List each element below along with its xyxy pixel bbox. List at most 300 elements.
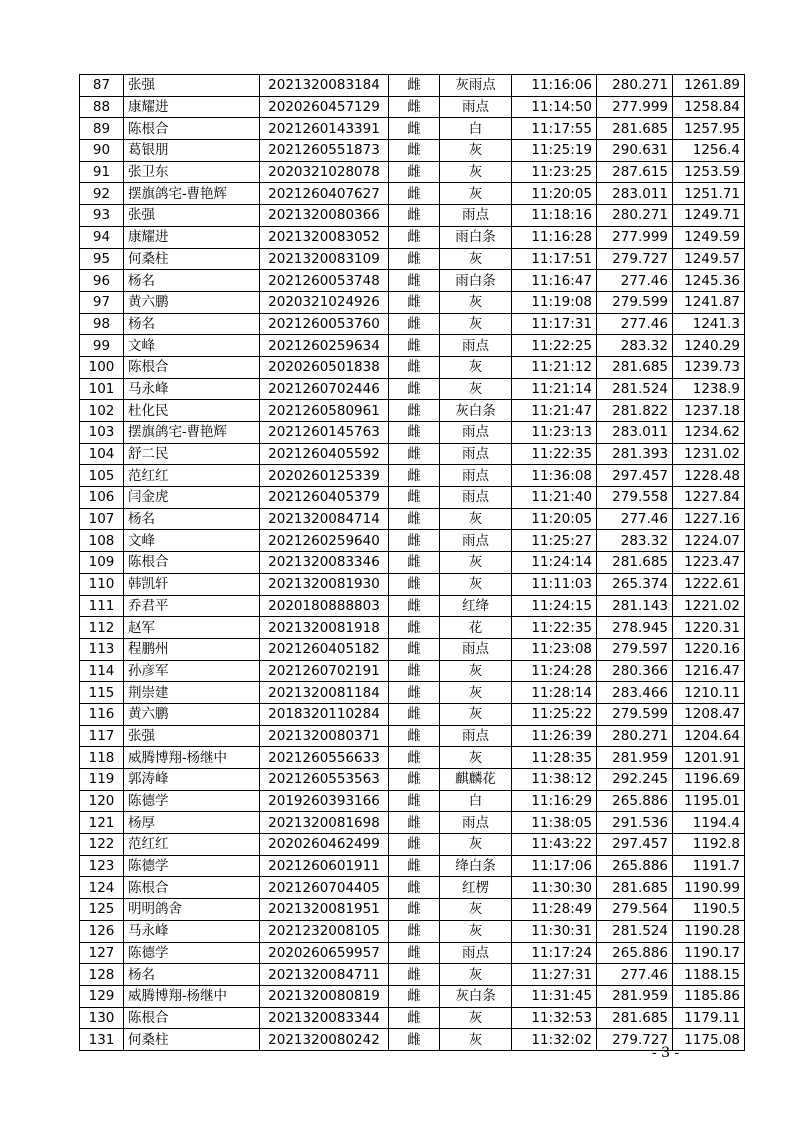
sex-cell: 雌 — [389, 1007, 440, 1029]
sex-cell: 雌 — [389, 812, 440, 834]
speed-cell: 1253.59 — [673, 161, 745, 183]
arrival-time-cell: 11:36:08 — [512, 465, 597, 487]
feather-color-cell: 雨点 — [440, 335, 512, 357]
feather-color-cell: 灰 — [440, 899, 512, 921]
sex-cell: 雌 — [389, 964, 440, 986]
arrival-time-cell: 11:18:16 — [512, 205, 597, 227]
sex-cell: 雌 — [389, 270, 440, 292]
ring-number-cell: 2021320083344 — [260, 1007, 389, 1029]
rank-cell: 128 — [80, 964, 124, 986]
feather-color-cell: 灰 — [440, 920, 512, 942]
sex-cell: 雌 — [389, 985, 440, 1007]
distance-cell: 278.945 — [597, 617, 673, 639]
owner-name-cell: 张强 — [124, 725, 260, 747]
distance-cell: 280.366 — [597, 660, 673, 682]
ring-number-cell: 2021260259634 — [260, 335, 389, 357]
distance-cell: 265.374 — [597, 573, 673, 595]
ring-number-cell: 2021260053760 — [260, 313, 389, 335]
sex-cell: 雌 — [389, 335, 440, 357]
distance-cell: 277.999 — [597, 96, 673, 118]
owner-name-cell: 康耀进 — [124, 96, 260, 118]
table-row — [80, 638, 745, 660]
rank-cell: 107 — [80, 508, 124, 530]
arrival-time-cell: 11:16:47 — [512, 270, 597, 292]
speed-cell: 1256.4 — [673, 140, 745, 162]
table-row — [80, 248, 745, 270]
table-row — [80, 356, 745, 378]
table-row — [80, 183, 745, 205]
rank-cell: 100 — [80, 356, 124, 378]
sex-cell: 雌 — [389, 443, 440, 465]
owner-name-cell: 康耀进 — [124, 226, 260, 248]
owner-name-cell: 韩凯轩 — [124, 573, 260, 595]
ring-number-cell: 2021260259640 — [260, 530, 389, 552]
feather-color-cell: 绛白条 — [440, 855, 512, 877]
distance-cell: 277.46 — [597, 313, 673, 335]
rank-cell: 95 — [80, 248, 124, 270]
owner-name-cell: 张强 — [124, 75, 260, 97]
rank-cell: 101 — [80, 378, 124, 400]
sex-cell: 雌 — [389, 465, 440, 487]
table-row — [80, 443, 745, 465]
feather-color-cell: 灰 — [440, 660, 512, 682]
page-number: - 3 - — [652, 1045, 680, 1061]
owner-name-cell: 葛银朋 — [124, 140, 260, 162]
rank-cell: 93 — [80, 205, 124, 227]
distance-cell: 281.685 — [597, 356, 673, 378]
feather-color-cell: 雨点 — [440, 465, 512, 487]
feather-color-cell: 灰 — [440, 682, 512, 704]
arrival-time-cell: 11:17:55 — [512, 118, 597, 140]
ring-number-cell: 2020260125339 — [260, 465, 389, 487]
sex-cell: 雌 — [389, 400, 440, 422]
feather-color-cell: 雨点 — [440, 422, 512, 444]
distance-cell: 281.685 — [597, 1007, 673, 1029]
sex-cell: 雌 — [389, 378, 440, 400]
rank-cell: 91 — [80, 161, 124, 183]
owner-name-cell: 威腾博翔-杨继中 — [124, 747, 260, 769]
distance-cell: 281.393 — [597, 443, 673, 465]
sex-cell: 雌 — [389, 855, 440, 877]
rank-cell: 131 — [80, 1029, 124, 1051]
sex-cell: 雌 — [389, 725, 440, 747]
owner-name-cell: 程鹏州 — [124, 638, 260, 660]
distance-cell: 279.597 — [597, 638, 673, 660]
arrival-time-cell: 11:20:05 — [512, 183, 597, 205]
arrival-time-cell: 11:27:31 — [512, 964, 597, 986]
arrival-time-cell: 11:32:53 — [512, 1007, 597, 1029]
ring-number-cell: 2021320080242 — [260, 1029, 389, 1051]
sex-cell: 雌 — [389, 205, 440, 227]
distance-cell: 277.46 — [597, 508, 673, 530]
owner-name-cell: 陈根合 — [124, 877, 260, 899]
table-row — [80, 313, 745, 335]
distance-cell: 290.631 — [597, 140, 673, 162]
feather-color-cell: 灰 — [440, 573, 512, 595]
owner-name-cell: 威腾博翔-杨继中 — [124, 985, 260, 1007]
table-row — [80, 378, 745, 400]
table-row — [80, 465, 745, 487]
owner-name-cell: 摆旗鸽宅-曹艳辉 — [124, 183, 260, 205]
owner-name-cell: 何桑柱 — [124, 248, 260, 270]
ring-number-cell: 2021320081918 — [260, 617, 389, 639]
feather-color-cell: 雨点 — [440, 487, 512, 509]
owner-name-cell: 赵军 — [124, 617, 260, 639]
arrival-time-cell: 11:20:05 — [512, 508, 597, 530]
rank-cell: 109 — [80, 552, 124, 574]
feather-color-cell: 灰 — [440, 161, 512, 183]
table-row — [80, 140, 745, 162]
sex-cell: 雌 — [389, 703, 440, 725]
speed-cell: 1257.95 — [673, 118, 745, 140]
distance-cell: 283.32 — [597, 530, 673, 552]
rank-cell: 87 — [80, 75, 124, 97]
feather-color-cell: 红绛 — [440, 595, 512, 617]
ring-number-cell: 2021232008105 — [260, 920, 389, 942]
sex-cell: 雌 — [389, 161, 440, 183]
ring-number-cell: 2021260702191 — [260, 660, 389, 682]
arrival-time-cell: 11:32:02 — [512, 1029, 597, 1051]
sex-cell: 雌 — [389, 899, 440, 921]
speed-cell: 1196.69 — [673, 769, 745, 791]
rank-cell: 117 — [80, 725, 124, 747]
ring-number-cell: 2021260601911 — [260, 855, 389, 877]
arrival-time-cell: 11:28:35 — [512, 747, 597, 769]
feather-color-cell: 灰 — [440, 140, 512, 162]
distance-cell: 265.886 — [597, 855, 673, 877]
owner-name-cell: 杨名 — [124, 313, 260, 335]
rank-cell: 88 — [80, 96, 124, 118]
rank-cell: 113 — [80, 638, 124, 660]
distance-cell: 281.685 — [597, 877, 673, 899]
owner-name-cell: 陈根合 — [124, 552, 260, 574]
ring-number-cell: 2021320081698 — [260, 812, 389, 834]
arrival-time-cell: 11:30:31 — [512, 920, 597, 942]
speed-cell: 1240.29 — [673, 335, 745, 357]
ring-number-cell: 2020260501838 — [260, 356, 389, 378]
sex-cell: 雌 — [389, 638, 440, 660]
table-row — [80, 205, 745, 227]
speed-cell: 1220.16 — [673, 638, 745, 660]
feather-color-cell: 灰 — [440, 508, 512, 530]
speed-cell: 1238.9 — [673, 378, 745, 400]
distance-cell: 283.466 — [597, 682, 673, 704]
table-row — [80, 270, 745, 292]
table-row — [80, 812, 745, 834]
feather-color-cell: 雨点 — [440, 443, 512, 465]
owner-name-cell: 范红红 — [124, 834, 260, 856]
speed-cell: 1194.4 — [673, 812, 745, 834]
speed-cell: 1188.15 — [673, 964, 745, 986]
table-row — [80, 964, 745, 986]
rank-cell: 110 — [80, 573, 124, 595]
speed-cell: 1239.73 — [673, 356, 745, 378]
sex-cell: 雌 — [389, 422, 440, 444]
feather-color-cell: 灰 — [440, 183, 512, 205]
table-row — [80, 920, 745, 942]
feather-color-cell: 灰 — [440, 552, 512, 574]
arrival-time-cell: 11:28:49 — [512, 899, 597, 921]
table-row — [80, 769, 745, 791]
results-body — [80, 75, 745, 1051]
table-row — [80, 617, 745, 639]
speed-cell: 1185.86 — [673, 985, 745, 1007]
owner-name-cell: 陈根合 — [124, 118, 260, 140]
table-row — [80, 877, 745, 899]
table-row — [80, 508, 745, 530]
ring-number-cell: 2018320110284 — [260, 703, 389, 725]
ring-number-cell: 2020260457129 — [260, 96, 389, 118]
sex-cell: 雌 — [389, 183, 440, 205]
speed-cell: 1245.36 — [673, 270, 745, 292]
distance-cell: 279.564 — [597, 899, 673, 921]
feather-color-cell: 花 — [440, 617, 512, 639]
rank-cell: 127 — [80, 942, 124, 964]
rank-cell: 119 — [80, 769, 124, 791]
rank-cell: 104 — [80, 443, 124, 465]
speed-cell: 1227.16 — [673, 508, 745, 530]
owner-name-cell: 明明鸽舍 — [124, 899, 260, 921]
ring-number-cell: 2021320080366 — [260, 205, 389, 227]
feather-color-cell: 白 — [440, 118, 512, 140]
distance-cell: 279.599 — [597, 291, 673, 313]
sex-cell: 雌 — [389, 747, 440, 769]
ring-number-cell: 2021320080371 — [260, 725, 389, 747]
arrival-time-cell: 11:31:45 — [512, 985, 597, 1007]
table-row — [80, 530, 745, 552]
speed-cell: 1261.89 — [673, 75, 745, 97]
sex-cell: 雌 — [389, 118, 440, 140]
feather-color-cell: 麒麟花 — [440, 769, 512, 791]
table-row — [80, 682, 745, 704]
table-row — [80, 400, 745, 422]
rank-cell: 108 — [80, 530, 124, 552]
rank-cell: 106 — [80, 487, 124, 509]
distance-cell: 283.011 — [597, 422, 673, 444]
sex-cell: 雌 — [389, 617, 440, 639]
owner-name-cell: 杨名 — [124, 270, 260, 292]
feather-color-cell: 雨白条 — [440, 270, 512, 292]
speed-cell: 1191.7 — [673, 855, 745, 877]
distance-cell: 287.615 — [597, 161, 673, 183]
ring-number-cell: 2021320084714 — [260, 508, 389, 530]
rank-cell: 116 — [80, 703, 124, 725]
owner-name-cell: 孙彦军 — [124, 660, 260, 682]
sex-cell: 雌 — [389, 75, 440, 97]
speed-cell: 1249.59 — [673, 226, 745, 248]
table-row — [80, 75, 745, 97]
arrival-time-cell: 11:17:24 — [512, 942, 597, 964]
sex-cell: 雌 — [389, 834, 440, 856]
table-row — [80, 660, 745, 682]
table-row — [80, 703, 745, 725]
ring-number-cell: 2021320084711 — [260, 964, 389, 986]
feather-color-cell: 雨点 — [440, 530, 512, 552]
feather-color-cell: 白 — [440, 790, 512, 812]
rank-cell: 99 — [80, 335, 124, 357]
table-row — [80, 96, 745, 118]
sex-cell: 雌 — [389, 1029, 440, 1051]
table-row — [80, 725, 745, 747]
ring-number-cell: 2021260405592 — [260, 443, 389, 465]
speed-cell: 1251.71 — [673, 183, 745, 205]
rank-cell: 115 — [80, 682, 124, 704]
rank-cell: 97 — [80, 291, 124, 313]
ring-number-cell: 2020260462499 — [260, 834, 389, 856]
feather-color-cell: 雨点 — [440, 205, 512, 227]
arrival-time-cell: 11:43:22 — [512, 834, 597, 856]
feather-color-cell: 灰 — [440, 703, 512, 725]
speed-cell: 1258.84 — [673, 96, 745, 118]
feather-color-cell: 雨白条 — [440, 226, 512, 248]
sex-cell: 雌 — [389, 487, 440, 509]
table-row — [80, 118, 745, 140]
arrival-time-cell: 11:17:31 — [512, 313, 597, 335]
ring-number-cell: 2021260551873 — [260, 140, 389, 162]
speed-cell: 1231.02 — [673, 443, 745, 465]
rank-cell: 112 — [80, 617, 124, 639]
owner-name-cell: 闫金虎 — [124, 487, 260, 509]
ring-number-cell: 2021320083052 — [260, 226, 389, 248]
owner-name-cell: 舒二民 — [124, 443, 260, 465]
speed-cell: 1224.07 — [673, 530, 745, 552]
arrival-time-cell: 11:38:12 — [512, 769, 597, 791]
distance-cell: 281.822 — [597, 400, 673, 422]
arrival-time-cell: 11:23:13 — [512, 422, 597, 444]
ring-number-cell: 2021260145763 — [260, 422, 389, 444]
ring-number-cell: 2021260580961 — [260, 400, 389, 422]
distance-cell: 279.558 — [597, 487, 673, 509]
speed-cell: 1220.31 — [673, 617, 745, 639]
owner-name-cell: 荆崇建 — [124, 682, 260, 704]
speed-cell: 1190.99 — [673, 877, 745, 899]
rank-cell: 123 — [80, 855, 124, 877]
speed-cell: 1237.18 — [673, 400, 745, 422]
sex-cell: 雌 — [389, 769, 440, 791]
feather-color-cell: 雨点 — [440, 812, 512, 834]
rank-cell: 118 — [80, 747, 124, 769]
arrival-time-cell: 11:26:39 — [512, 725, 597, 747]
ring-number-cell: 2021260702446 — [260, 378, 389, 400]
owner-name-cell: 张卫东 — [124, 161, 260, 183]
arrival-time-cell: 11:11:03 — [512, 573, 597, 595]
feather-color-cell: 灰 — [440, 747, 512, 769]
distance-cell: 292.245 — [597, 769, 673, 791]
table-row — [80, 790, 745, 812]
sex-cell: 雌 — [389, 877, 440, 899]
rank-cell: 130 — [80, 1007, 124, 1029]
owner-name-cell: 陈德学 — [124, 942, 260, 964]
ring-number-cell: 2020260659957 — [260, 942, 389, 964]
owner-name-cell: 杜化民 — [124, 400, 260, 422]
speed-cell: 1190.17 — [673, 942, 745, 964]
arrival-time-cell: 11:22:35 — [512, 443, 597, 465]
sex-cell: 雌 — [389, 920, 440, 942]
owner-name-cell: 张强 — [124, 205, 260, 227]
rank-cell: 120 — [80, 790, 124, 812]
sex-cell: 雌 — [389, 790, 440, 812]
rank-cell: 122 — [80, 834, 124, 856]
table-row — [80, 595, 745, 617]
arrival-time-cell: 11:22:25 — [512, 335, 597, 357]
feather-color-cell: 灰 — [440, 378, 512, 400]
ring-number-cell: 2021320083109 — [260, 248, 389, 270]
speed-cell: 1222.61 — [673, 573, 745, 595]
distance-cell: 277.999 — [597, 226, 673, 248]
sex-cell: 雌 — [389, 508, 440, 530]
speed-cell: 1223.47 — [673, 552, 745, 574]
distance-cell: 279.727 — [597, 1029, 673, 1051]
ring-number-cell: 2021260405182 — [260, 638, 389, 660]
speed-cell: 1179.11 — [673, 1007, 745, 1029]
arrival-time-cell: 11:17:51 — [512, 248, 597, 270]
arrival-time-cell: 11:19:08 — [512, 291, 597, 313]
feather-color-cell: 灰 — [440, 313, 512, 335]
arrival-time-cell: 11:16:29 — [512, 790, 597, 812]
arrival-time-cell: 11:16:28 — [512, 226, 597, 248]
sex-cell: 雌 — [389, 573, 440, 595]
rank-cell: 102 — [80, 400, 124, 422]
feather-color-cell: 灰 — [440, 834, 512, 856]
speed-cell: 1208.47 — [673, 703, 745, 725]
sex-cell: 雌 — [389, 96, 440, 118]
sex-cell: 雌 — [389, 313, 440, 335]
owner-name-cell: 文峰 — [124, 335, 260, 357]
speed-cell: 1204.64 — [673, 725, 745, 747]
sex-cell: 雌 — [389, 291, 440, 313]
table-row — [80, 855, 745, 877]
race-results-table — [79, 74, 745, 1051]
arrival-time-cell: 11:24:15 — [512, 595, 597, 617]
arrival-time-cell: 11:30:30 — [512, 877, 597, 899]
feather-color-cell: 灰 — [440, 1007, 512, 1029]
distance-cell: 277.46 — [597, 964, 673, 986]
table-row — [80, 985, 745, 1007]
table-row — [80, 487, 745, 509]
owner-name-cell: 陈根合 — [124, 1007, 260, 1029]
sex-cell: 雌 — [389, 942, 440, 964]
ring-number-cell: 2021260405379 — [260, 487, 389, 509]
speed-cell: 1195.01 — [673, 790, 745, 812]
distance-cell: 281.524 — [597, 378, 673, 400]
distance-cell: 280.271 — [597, 205, 673, 227]
table-row — [80, 1029, 745, 1051]
speed-cell: 1216.47 — [673, 660, 745, 682]
sex-cell: 雌 — [389, 530, 440, 552]
distance-cell: 280.271 — [597, 75, 673, 97]
owner-name-cell: 黄六鹏 — [124, 291, 260, 313]
feather-color-cell: 灰 — [440, 356, 512, 378]
arrival-time-cell: 11:21:14 — [512, 378, 597, 400]
owner-name-cell: 摆旗鸽宅-曹艳辉 — [124, 422, 260, 444]
feather-color-cell: 雨点 — [440, 725, 512, 747]
table-row — [80, 573, 745, 595]
ring-number-cell: 2021320081951 — [260, 899, 389, 921]
distance-cell: 281.959 — [597, 747, 673, 769]
arrival-time-cell: 11:25:22 — [512, 703, 597, 725]
sex-cell: 雌 — [389, 356, 440, 378]
rank-cell: 129 — [80, 985, 124, 1007]
speed-cell: 1221.02 — [673, 595, 745, 617]
feather-color-cell: 灰白条 — [440, 985, 512, 1007]
distance-cell: 283.011 — [597, 183, 673, 205]
arrival-time-cell: 11:16:06 — [512, 75, 597, 97]
sex-cell: 雌 — [389, 552, 440, 574]
rank-cell: 114 — [80, 660, 124, 682]
ring-number-cell: 2021260704405 — [260, 877, 389, 899]
ring-number-cell: 2021320080819 — [260, 985, 389, 1007]
rank-cell: 121 — [80, 812, 124, 834]
